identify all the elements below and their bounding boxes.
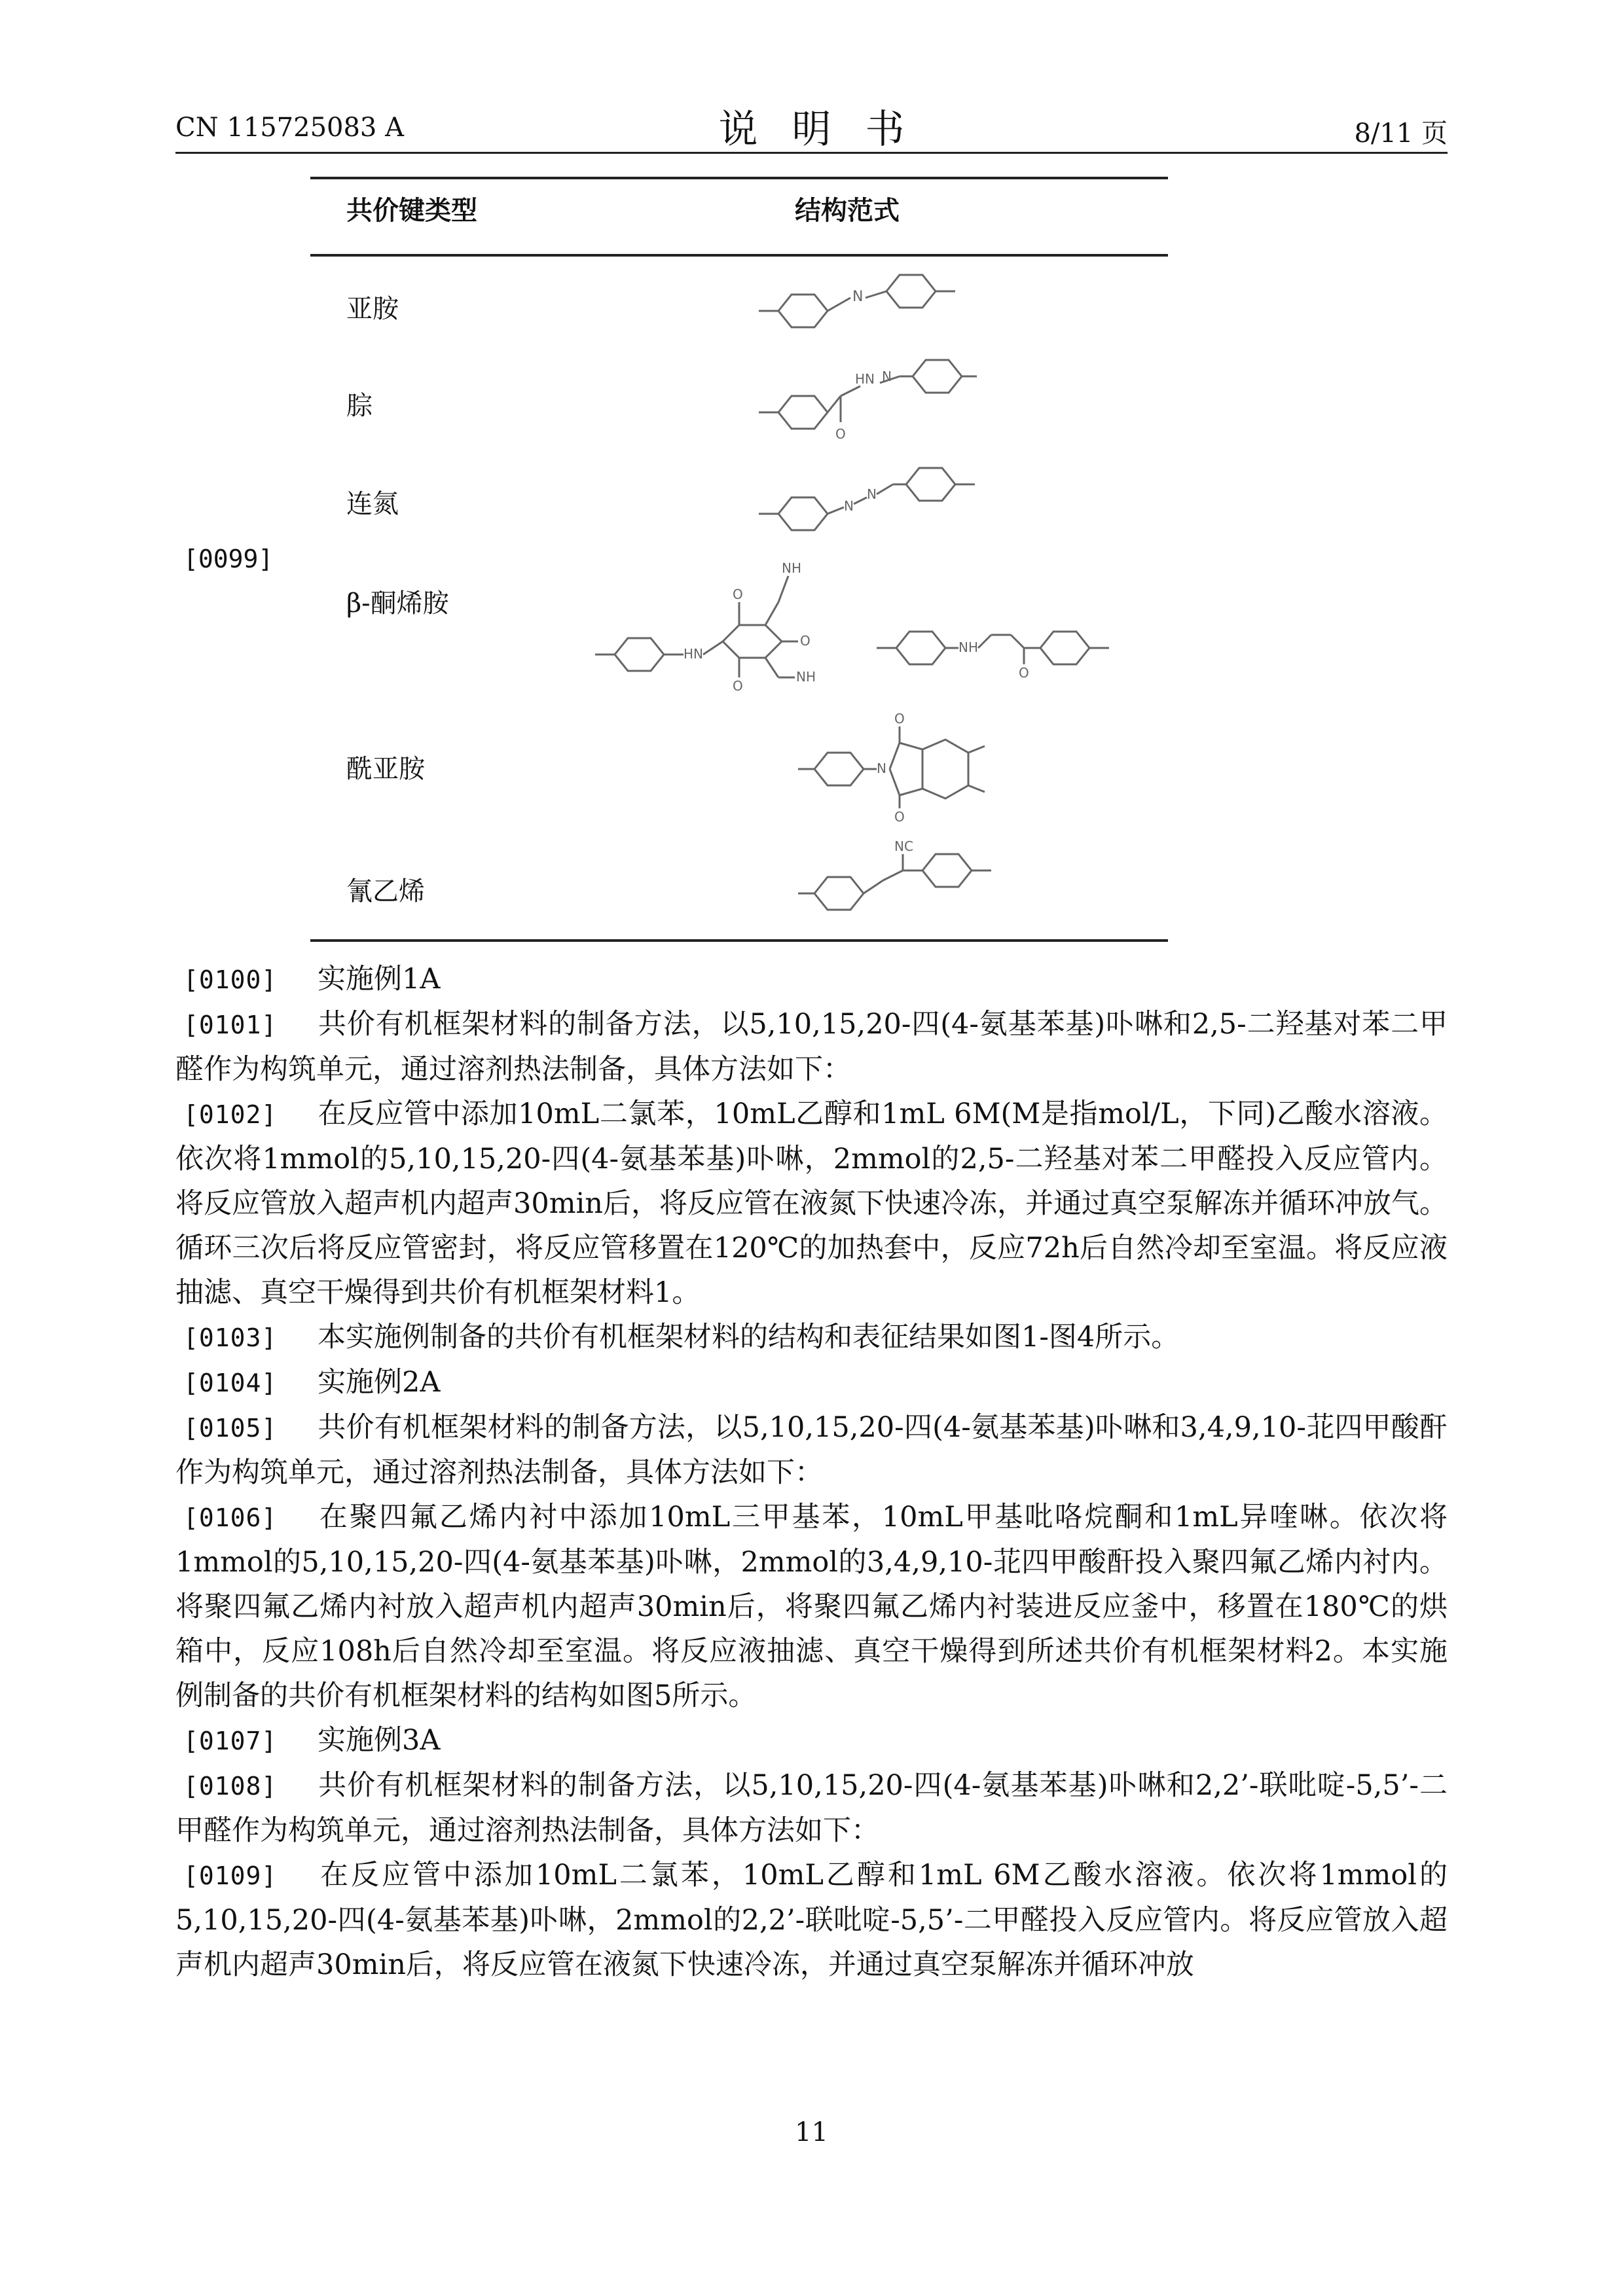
- document-title: 说明书: [718, 107, 939, 152]
- row-label-cyanovinyl: 氰乙烯: [346, 876, 425, 906]
- paragraph: [0103] 本实施例制备的共价有机框架材料的结构和表征结果如图1-图4所示。: [183, 1321, 1180, 1354]
- page-number: 11: [795, 2117, 828, 2147]
- table-bottom-rule: [310, 939, 1168, 942]
- row-label-imine: 亚胺: [346, 294, 399, 324]
- svg-text:NH: NH: [782, 560, 801, 576]
- row-label-azine: 连氮: [346, 489, 399, 519]
- svg-text:NC: NC: [894, 838, 913, 854]
- patent-number: CN 115725083 A: [175, 113, 404, 143]
- svg-text:NH: NH: [796, 669, 816, 685]
- svg-text:O: O: [1019, 665, 1029, 681]
- table-header-rule: [310, 254, 1168, 257]
- chemical-structure-icon: [592, 550, 841, 707]
- paragraph: [0104] 实施例2A: [183, 1366, 441, 1399]
- page-indicator: 8/11 页: [1354, 118, 1448, 149]
- paragraph: [0105] 共价有机框架材料的制备方法，以5,10,15,20-四(4-氨基苯基)卟啉和3,4,9,10-苝四甲酸酐作为构筑单元，通过溶剂热法制备，具体方法如下：: [175, 1411, 1448, 1489]
- chemical-structure-icon: [873, 609, 1122, 681]
- svg-text:O: O: [894, 809, 905, 825]
- paragraph: [0102] 在反应管中添加10mL二氯苯，10mL乙醇和1mL 6M(M是指mol/L，下同)乙酸水溶液。依次将1mmol的5,10,15,20-四(4-氨基苯基)卟啉，2mmol的2,5-二羟基对苯二甲醛投入反应管内。将反应管放入超声机内超声30min后，将反应管在液氮下快速冷冻，并通过真空泵解冻并循环冲放气。循环三次后将反应管密封，将反应管移置在120℃的加热套中，反应72h后自然冷却至室温。将反应液抽滤、真空干燥得到共价有机框架材料1。: [175, 1098, 1448, 1309]
- svg-text:HN: HN: [855, 371, 875, 387]
- svg-text:N: N: [882, 368, 892, 384]
- chemical-structure-icon: [795, 831, 1017, 916]
- svg-text:N: N: [844, 498, 854, 514]
- header-rule: [175, 152, 1448, 154]
- svg-text:N: N: [877, 761, 886, 776]
- chemical-structure-icon: [756, 452, 991, 537]
- bond-type-table: [310, 177, 1168, 942]
- page-header: [175, 98, 1448, 151]
- paragraph: [0101] 共价有机框架材料的制备方法，以5,10,15,20-四(4-氨基苯基)卟啉和2,5-二羟基对苯二甲醛作为构筑单元，通过溶剂热法制备，具体方法如下：: [175, 1008, 1448, 1086]
- svg-text:O: O: [835, 426, 846, 442]
- table-paragraph-number: [0099]: [183, 545, 274, 573]
- svg-text:O: O: [733, 678, 743, 694]
- row-label-hydrazone: 腙: [346, 391, 373, 421]
- svg-text:HN: HN: [684, 646, 703, 662]
- table-header-bond-type: 共价键类型: [346, 196, 477, 226]
- svg-text:O: O: [733, 586, 743, 602]
- chemical-structure-icon: [756, 262, 978, 334]
- document-body: [175, 957, 1448, 1987]
- paragraph: [0108] 共价有机框架材料的制备方法，以5,10,15,20-四(4-氨基苯基)卟啉和2,2’-联吡啶-5,5’-二甲醛作为构筑单元，通过溶剂热法制备，具体方法如下：: [175, 1769, 1448, 1847]
- svg-text:O: O: [894, 711, 905, 726]
- svg-text:N: N: [852, 289, 864, 305]
- row-label-ketoenamine: β-酮烯胺: [346, 588, 449, 619]
- chemical-structure-icon: [795, 707, 1004, 825]
- row-label-imide: 酰亚胺: [346, 754, 425, 784]
- paragraph: [0106] 在聚四氟乙烯内衬中添加10mL三甲基苯，10mL甲基吡咯烷酮和1mL异喹啉。依次将1mmol的5,10,15,20-四(4-氨基苯基)卟啉，2mmol的3,4,9,10-苝四甲酸酐投入聚四氟乙烯内衬内。将聚四氟乙烯内衬放入超声机内超声30min后，将聚四氟乙烯内衬装进反应釜中，移置在180℃的烘箱中，反应108h后自然冷却至室温。将反应液抽滤、真空干燥得到所述共价有机框架材料2。本实施例制备的共价有机框架材料的结构如图5所示。: [175, 1501, 1448, 1712]
- table-top-rule: [310, 177, 1168, 179]
- chemical-structure-icon: [756, 347, 978, 445]
- paragraph: [0107] 实施例3A: [183, 1724, 441, 1757]
- table-header-structure: 结构范式: [795, 196, 900, 226]
- svg-text:O: O: [800, 633, 811, 649]
- svg-text:N: N: [867, 486, 877, 502]
- paragraph: [0100] 实施例1A: [183, 963, 441, 996]
- paragraph: [0109] 在反应管中添加10mL二氯苯，10mL乙醇和1mL 6M乙酸水溶液。依次将1mmol的5,10,15,20-四(4-氨基苯基)卟啉，2mmol的2,2’-联吡啶-5,5’-二甲醛投入反应管内。将反应管放入超声机内超声30min后，将反应管在液氮下快速冷冻，并通过真空泵解冻并循环冲放: [175, 1859, 1448, 1981]
- svg-text:NH: NH: [958, 639, 978, 655]
